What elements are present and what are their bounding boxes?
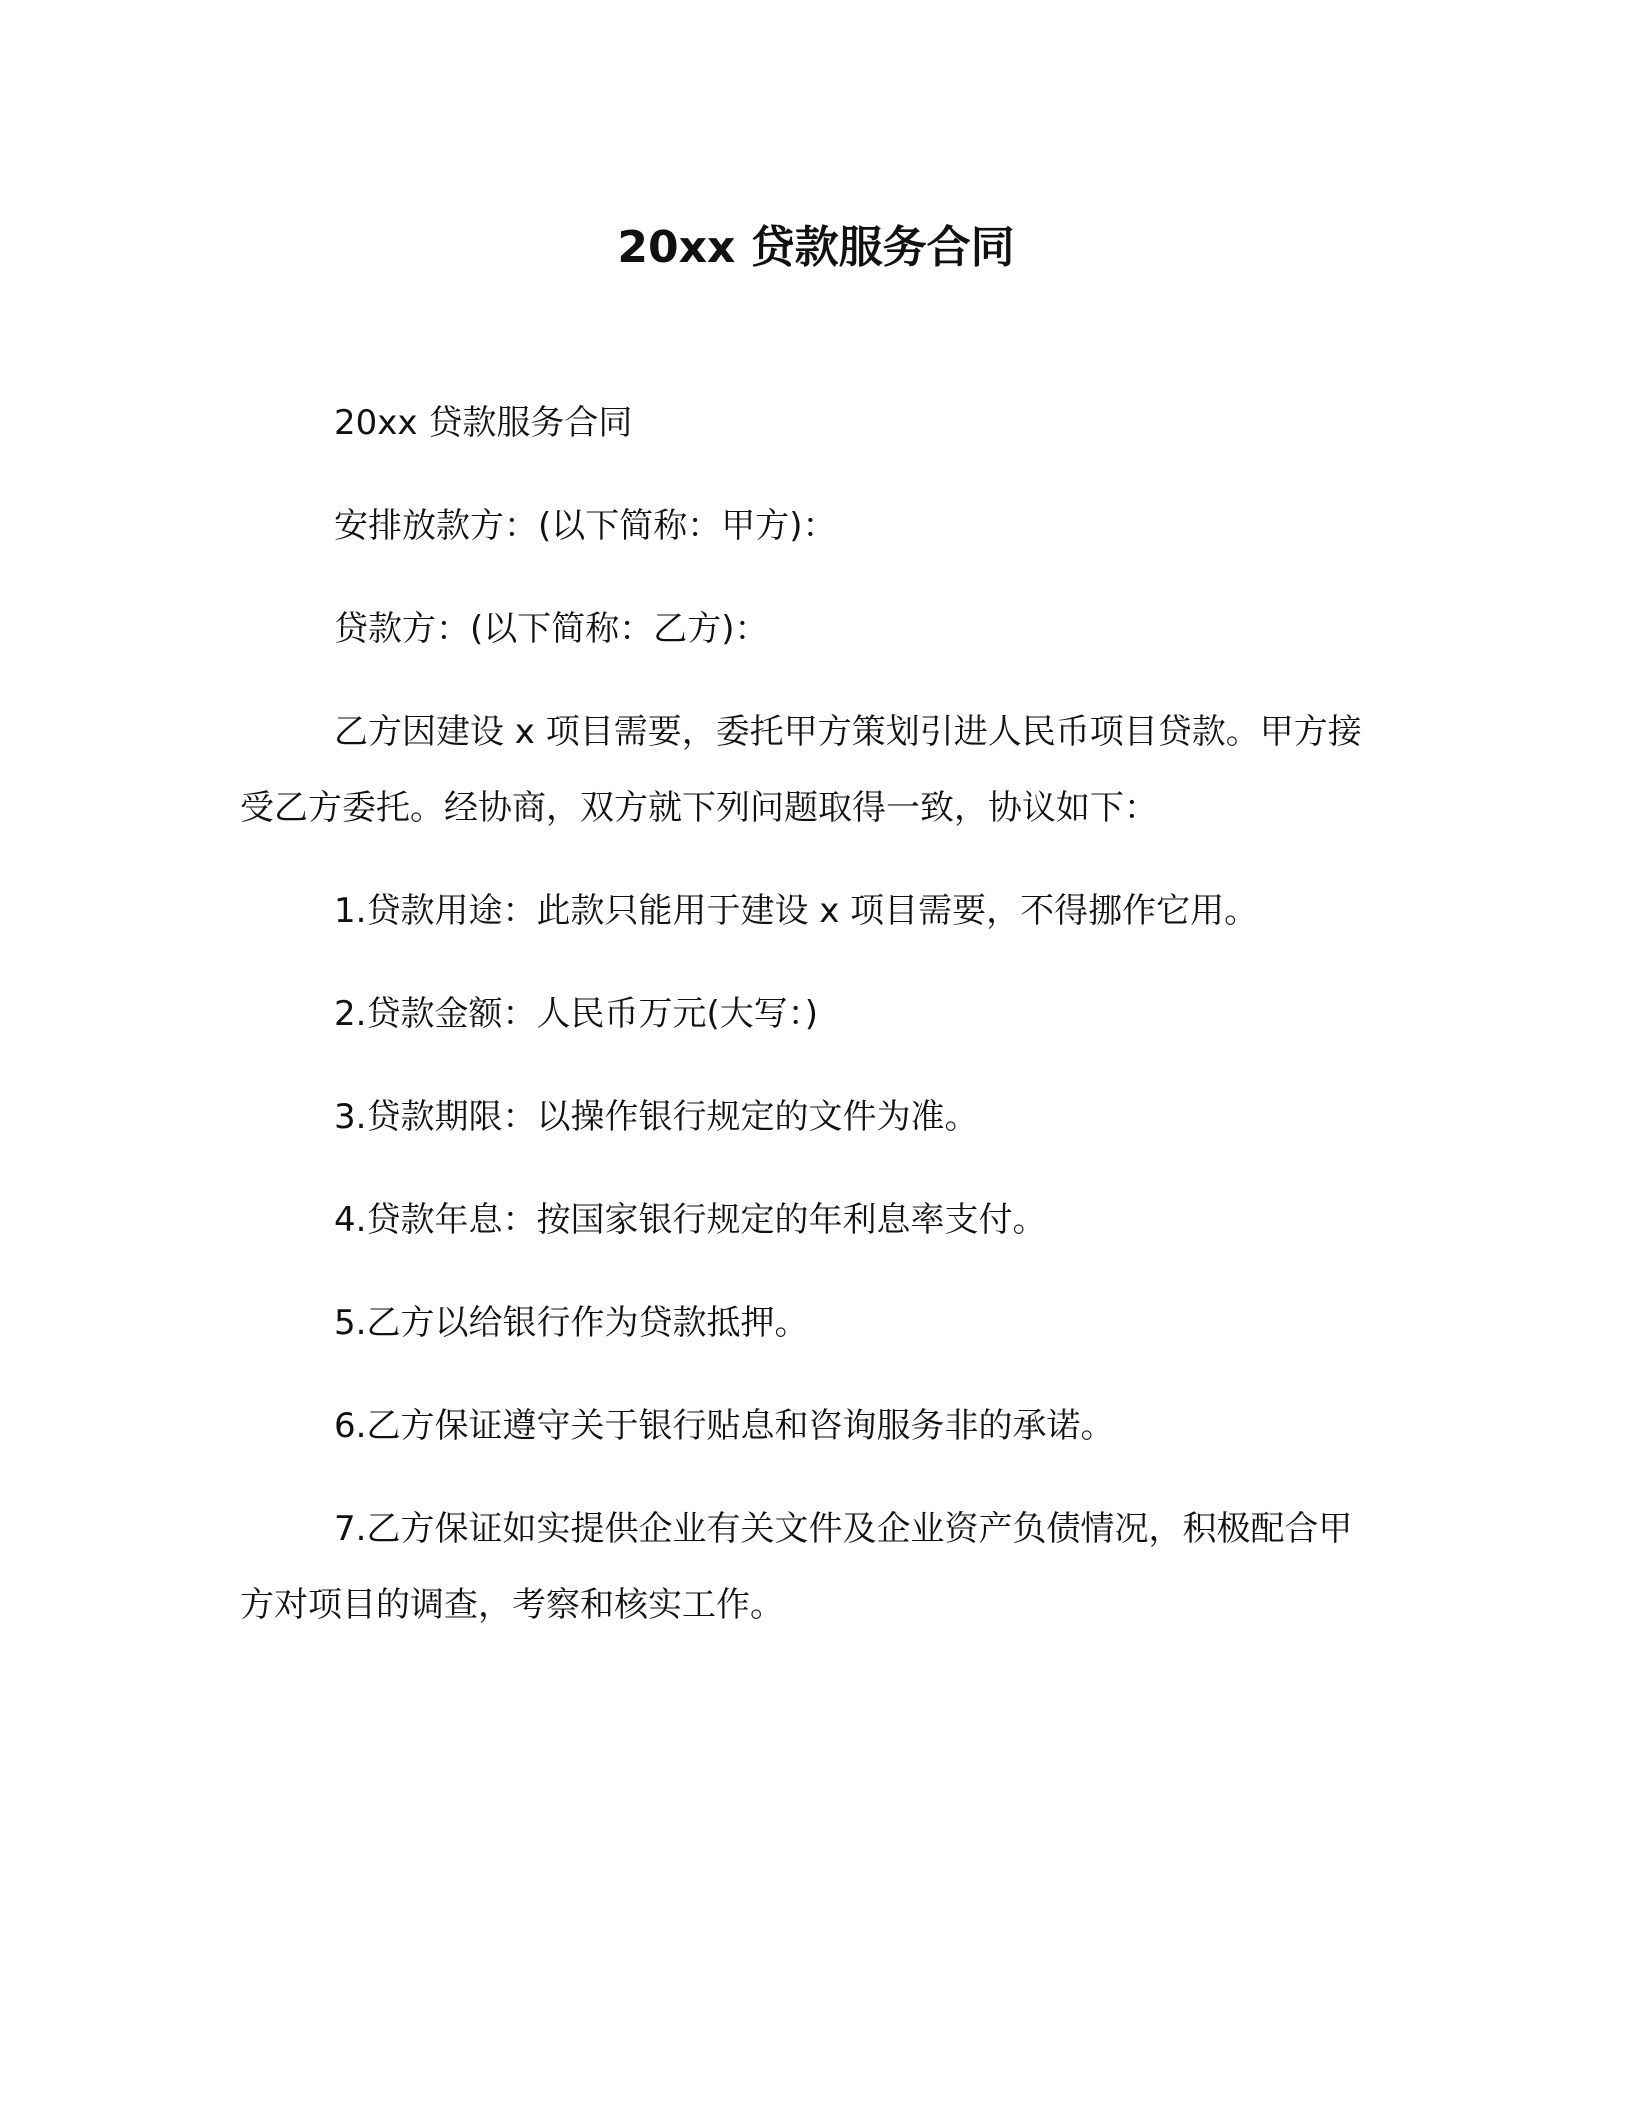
borrower-party-line: 贷款方：(以下简称：乙方)： <box>334 609 769 649</box>
document-body <box>240 385 1370 1670</box>
contract-heading-paragraph: 20xx 贷款服务合同 <box>334 403 633 443</box>
clause-1-loan-purpose: 1.贷款用途：此款只能用于建设 x 项目需要，不得挪作它用。 <box>334 891 1259 931</box>
document-title: 20xx 贷款服务合同 <box>617 222 1015 273</box>
clause-7-documents: 7.乙方保证如实提供企业有关文件及企业资产负债情况，积极配合甲方对项目的调查，考察和核实工作。 <box>240 1509 1353 1625</box>
clause-4-loan-interest: 4.贷款年息：按国家银行规定的年利息率支付。 <box>334 1200 1047 1240</box>
clause-5-collateral: 5.乙方以给银行作为贷款抵押。 <box>334 1303 809 1343</box>
clause-2-loan-amount: 2.贷款金额：人民币万元(大写：) <box>334 994 818 1034</box>
lender-party-line: 安排放款方：(以下简称：甲方)： <box>334 506 837 546</box>
clause-3-loan-term: 3.贷款期限：以操作银行规定的文件为准。 <box>334 1097 979 1137</box>
clause-6-commitment: 6.乙方保证遵守关于银行贴息和咨询服务非的承诺。 <box>334 1406 1115 1446</box>
intro-paragraph: 乙方因建设 x 项目需要，委托甲方策划引进人民币项目贷款。甲方接受乙方委托。经协商，双方就下列问题取得一致，协议如下： <box>240 712 1362 828</box>
